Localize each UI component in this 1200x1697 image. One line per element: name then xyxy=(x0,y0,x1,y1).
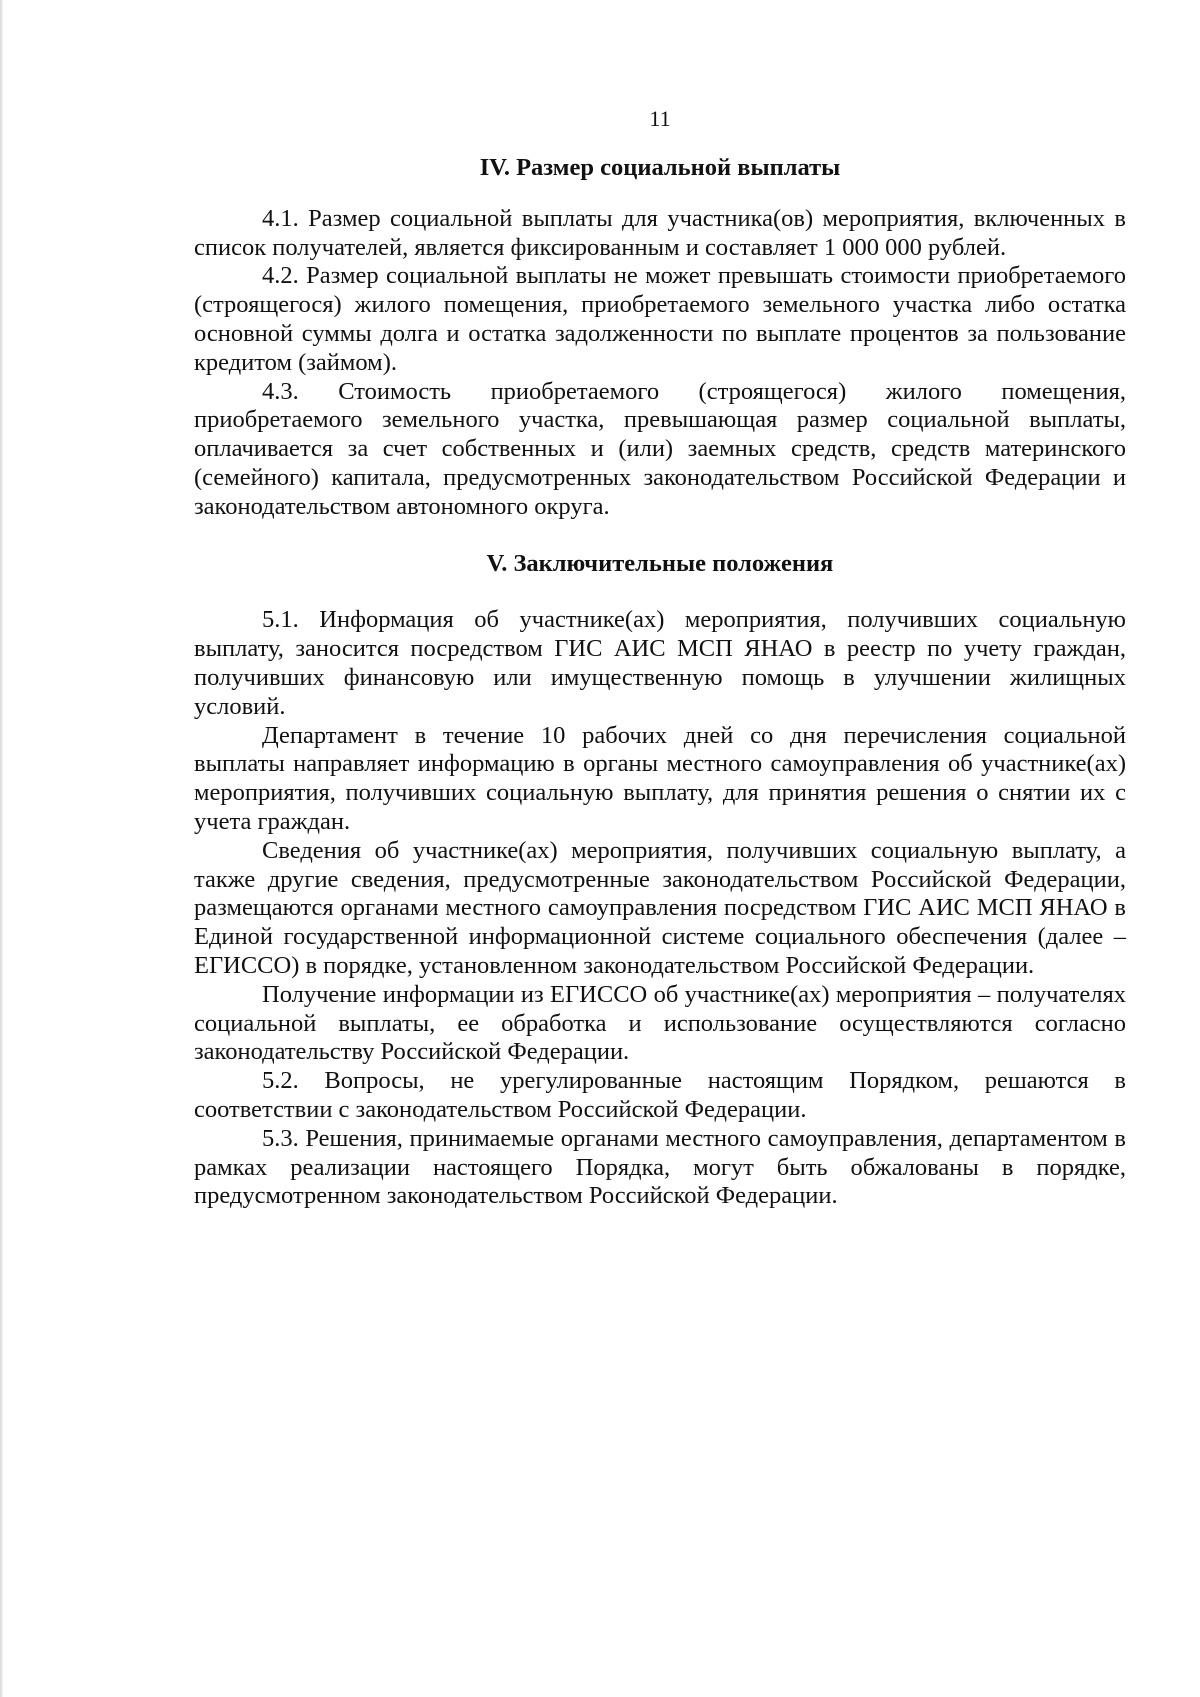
section-v-title: V. Заключительные положения xyxy=(486,549,834,577)
document-body xyxy=(194,154,1126,1211)
section-v-body xyxy=(194,606,1126,1211)
paragraph-svedeniya: Сведения об участнике(ах) мероприятия, получивших социальную выплату, а также другие сведения, предусмотренные законодательством Российской Федерации, размещаются органами местного самоуправления посредством ГИС АИС МСП ЯНАО в Единой государственной информационной системе социального обеспечения (далее – ЕГИССО) в порядке, установленном законодательством Российской Федерации. xyxy=(194,836,1126,979)
page-edge-shadow xyxy=(0,0,3,1697)
paragraph-egisso: Получение информации из ЕГИССО об участнике(ах) мероприятия – получателях социальной выплаты, ее обработка и использование осуществляются согласно законодательству Российской Федерации. xyxy=(194,980,1126,1066)
paragraph-5-2: 5.2. Вопросы, не урегулированные настоящим Порядком, решаются в соответствии с законодательством Российской Федерации. xyxy=(194,1067,1126,1123)
paragraph-department: Департамент в течение 10 рабочих дней со дня перечисления социальной выплаты направляет информацию в органы местного самоуправления об участнике(ах) мероприятия, получивших социальную выплату, для принятия решения о снятии их с учета граждан. xyxy=(194,721,1126,835)
paragraph-5-3: 5.3. Решения, принимаемые органами местного самоуправления, департаментом в рамках реализации настоящего Порядка, могут быть обжалованы в порядке, предусмотренном законодательством Российской Федерации. xyxy=(194,1124,1126,1210)
section-iv-body xyxy=(194,205,1126,522)
paragraph-4-3: 4.3. Стоимость приобретаемого (строящегося) жилого помещения, приобретаемого земельного участка, превышающая размер социальной выплаты, оплачивается за счет собственных и (или) заемных средств, средств материнского (семейного) капитала, предусмотренных законодательством Российской Федерации и законодательством автономного округа. xyxy=(194,377,1126,520)
paragraph-4-1: 4.1. Размер социальной выплаты для участника(ов) мероприятия, включенных в список получателей, является фиксированным и составляет 1 000 000 рублей. xyxy=(194,204,1126,261)
paragraph-4-2: 4.2. Размер социальной выплаты не может превышать стоимости приобретаемого (строящегося) жилого помещения, приобретаемого земельного участка либо остатка основной суммы долга и остатка задолженности по выплате процентов за пользование кредитом (займом). xyxy=(194,262,1126,376)
section-iv-title: IV. Размер социальной выплаты xyxy=(479,154,841,181)
page-number: 11 xyxy=(649,106,671,131)
paragraph-5-1: 5.1. Информация об участнике(ах) мероприятия, получивших социальную выплату, заносится посредством ГИС АИС МСП ЯНАО в реестр по учету граждан, получивших финансовую или имущественную помощь в улучшении жилищных условий. xyxy=(194,606,1126,720)
